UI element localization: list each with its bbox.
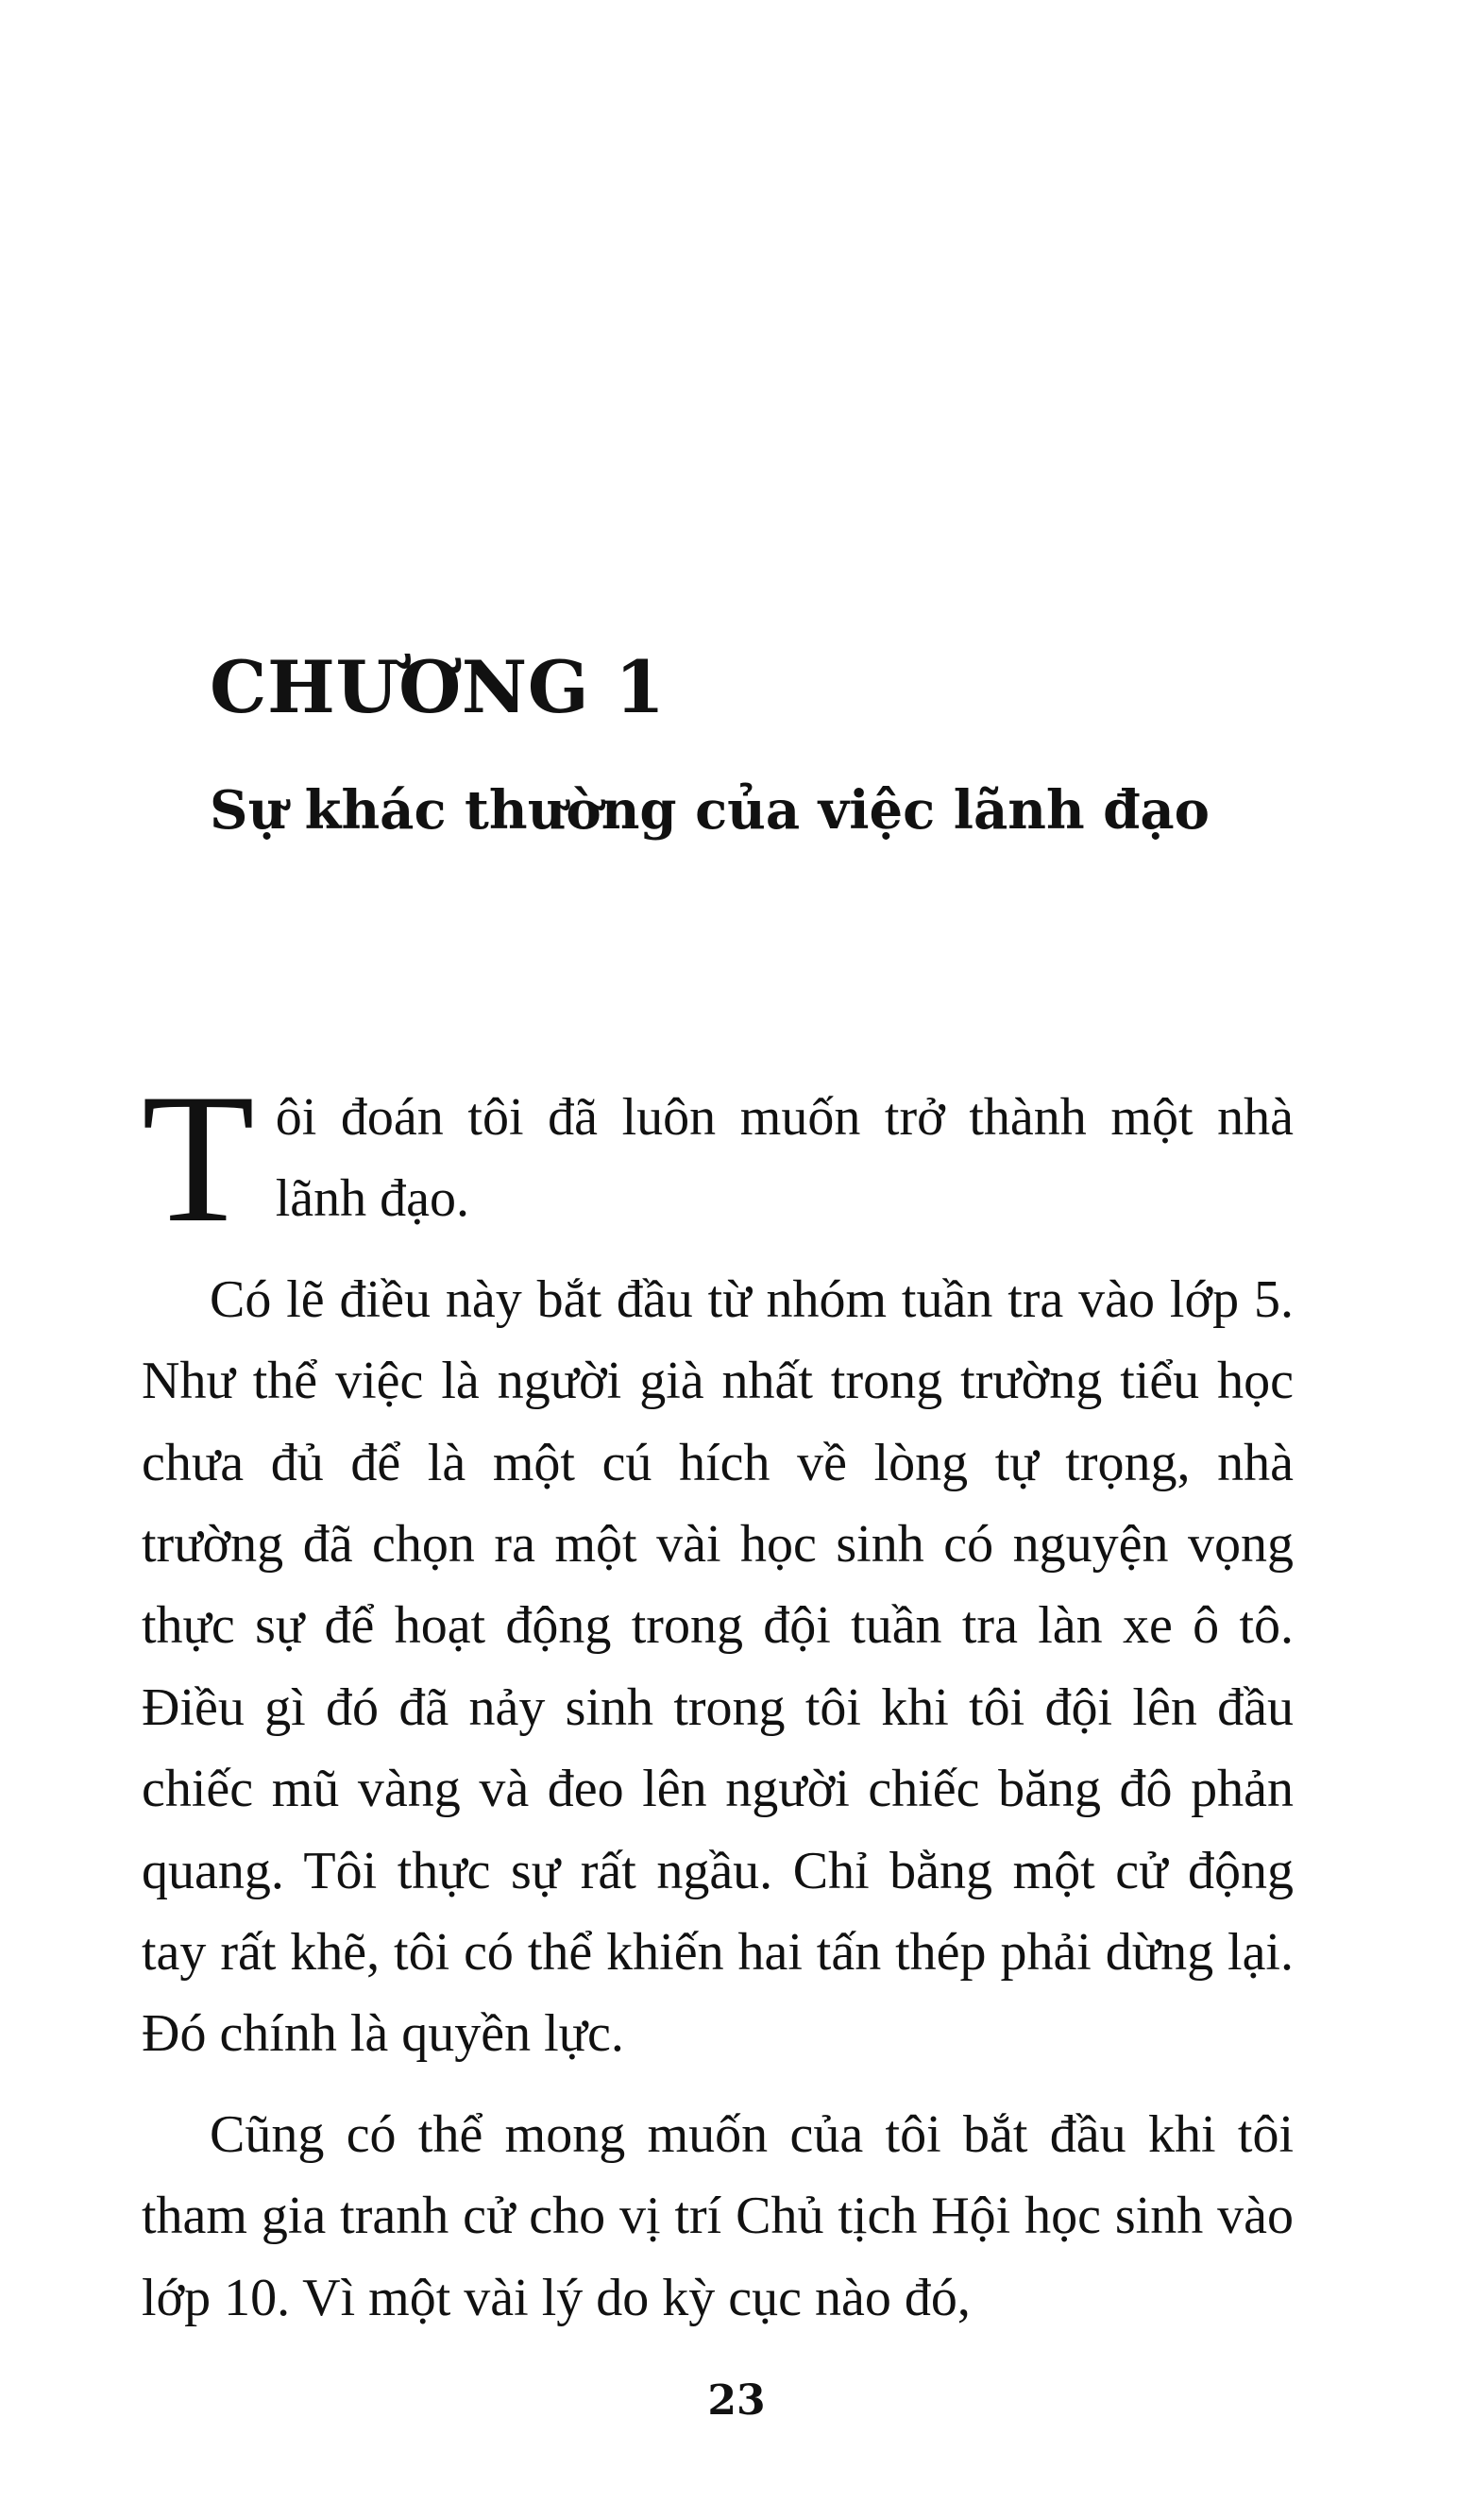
drop-cap-letter: T: [142, 1056, 255, 1261]
chapter-title: Sự khác thường của việc lãnh đạo: [210, 779, 1210, 842]
opening-paragraph-text: ôi đoán tôi đã luôn muốn trở thành một nhà lãnh đạo.: [275, 1088, 1294, 1229]
chapter-label: CHƯƠNG 1: [210, 645, 666, 729]
page-number: 23: [707, 2376, 766, 2425]
opening-paragraph: [142, 1056, 1294, 1261]
body-text: [142, 1056, 1294, 2358]
paragraph: Có lẽ điều này bắt đầu từ nhóm tuần tra vào lớp 5. Như thể việc là người già nhất trong trường tiểu học chưa đủ để là một cú hích về lòng tự trọng, nhà trường đã chọn ra một vài học sinh có nguyện vọng thực sự để hoạt động trong đội tuần tra làn xe ô tô. Điều gì đó đã nảy sinh trong tôi khi tôi đội lên đầu chiếc mũ vàng và đeo lên người chiếc băng đô phản quang. Tôi thực sự rất ngầu. Chỉ bằng một cử động tay rất khẽ, tôi có thể khiến hai tấn thép phải dừng lại. Đó chính là quyền lực.: [142, 1269, 1294, 2064]
paragraph: Cũng có thể mong muốn của tôi bắt đầu khi tôi tham gia tranh cử cho vị trí Chủ tịch Hội học sinh vào lớp 10. Vì một vài lý do kỳ cục nào đó,: [142, 2104, 1294, 2327]
